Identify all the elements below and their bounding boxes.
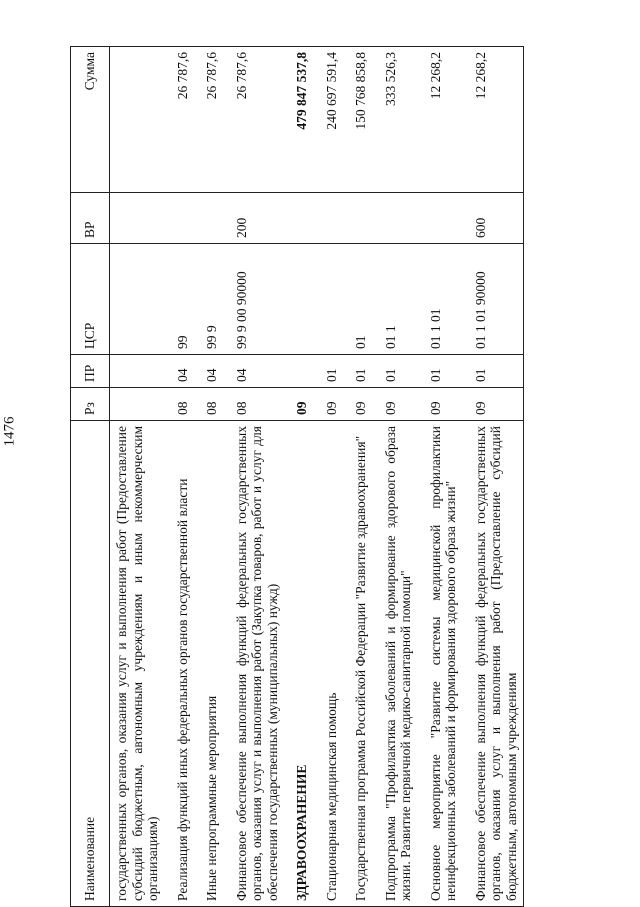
table-row <box>463 47 524 907</box>
cell-sum: 479 847 537,8 <box>284 47 314 193</box>
cell-rz: 09 <box>463 388 524 421</box>
cell-pr: 04 <box>194 355 224 388</box>
table-row <box>165 47 195 907</box>
cell-rz: 09 <box>284 388 314 421</box>
table-row <box>343 47 373 907</box>
cell-pr: 01 <box>463 355 524 388</box>
table-row <box>284 47 314 907</box>
cell-csr <box>314 244 344 355</box>
table-row <box>110 47 165 907</box>
cell-sum: 150 768 858,8 <box>343 47 373 193</box>
cell-name: Финансовое обеспечение выполнения функций федеральных государственных органов, оказания услуг и выполнения работ (Предоставление субсидий бюджетным, автономным учреждениям <box>463 421 524 907</box>
cell-csr: 99 <box>165 244 195 355</box>
header-name: Наименование <box>71 421 110 907</box>
cell-csr <box>284 244 314 355</box>
cell-pr: 04 <box>224 355 285 388</box>
cell-name: Основное мероприятие "Развитие системы медицинской профилактики неинфекционных заболеваний и формирования здорового образа жизни" <box>418 421 463 907</box>
cell-name: Государственная программа Российской Федерации "Развитие здравоохранения" <box>343 421 373 907</box>
cell-vr <box>110 193 165 244</box>
cell-vr <box>284 193 314 244</box>
cell-vr <box>418 193 463 244</box>
cell-csr: 99 9 <box>194 244 224 355</box>
cell-sum: 26 787,6 <box>224 47 285 193</box>
cell-vr <box>165 193 195 244</box>
table-row <box>224 47 285 907</box>
cell-rz: 09 <box>343 388 373 421</box>
cell-vr <box>194 193 224 244</box>
cell-vr: 600 <box>463 193 524 244</box>
header-vr: ВР <box>71 193 110 244</box>
cell-pr: 01 <box>418 355 463 388</box>
cell-pr: 01 <box>343 355 373 388</box>
cell-pr: 01 <box>314 355 344 388</box>
cell-csr: 01 <box>343 244 373 355</box>
cell-name: государственных органов, оказания услуг и выполнения работ (Предоставление субсидий бюджетным, автономным учреждениям и иным некоммерческим организациям) <box>110 421 165 907</box>
cell-sum: 12 268,2 <box>463 47 524 193</box>
cell-sum: 26 787,6 <box>194 47 224 193</box>
cell-vr <box>343 193 373 244</box>
table-header-row <box>71 47 110 907</box>
cell-pr <box>284 355 314 388</box>
cell-vr <box>373 193 418 244</box>
table-row <box>314 47 344 907</box>
table-body <box>110 47 524 907</box>
cell-csr: 01 1 01 <box>418 244 463 355</box>
cell-csr: 01 1 01 90000 <box>463 244 524 355</box>
cell-csr: 01 1 <box>373 244 418 355</box>
header-rz: Рз <box>71 388 110 421</box>
cell-rz: 09 <box>314 388 344 421</box>
header-pr: ПР <box>71 355 110 388</box>
cell-rz: 09 <box>418 388 463 421</box>
table-row <box>194 47 224 907</box>
budget-table <box>70 46 524 907</box>
cell-vr: 200 <box>224 193 285 244</box>
table-row <box>418 47 463 907</box>
cell-name: Финансовое обеспечение выполнения функций федеральных государственных органов, оказания услуг и выполнения работ (Закупка товаров, работ и услуг для обеспечения государственных (муниципальных) нужд) <box>224 421 285 907</box>
rotated-table-wrapper <box>70 52 600 907</box>
cell-name: ЗДРАВООХРАНЕНИЕ <box>284 421 314 907</box>
cell-pr <box>110 355 165 388</box>
header-sum: Сумма <box>71 47 110 193</box>
cell-name: Подпрограмма "Профилактика заболеваний и формирование здорового образа жизни. Развитие первичной медико-санитарной помощи" <box>373 421 418 907</box>
cell-name: Реализация функций иных федеральных органов государственной власти <box>165 421 195 907</box>
cell-csr: 99 9 00 90000 <box>224 244 285 355</box>
cell-rz: 08 <box>224 388 285 421</box>
cell-pr: 04 <box>165 355 195 388</box>
cell-sum <box>110 47 165 193</box>
header-csr: ЦСР <box>71 244 110 355</box>
cell-sum: 333 526,3 <box>373 47 418 193</box>
cell-sum: 12 268,2 <box>418 47 463 193</box>
cell-name: Стационарная медицинская помощь <box>314 421 344 907</box>
table-row <box>373 47 418 907</box>
cell-pr: 01 <box>373 355 418 388</box>
cell-name: Иные непрограммные мероприятия <box>194 421 224 907</box>
cell-sum: 26 787,6 <box>165 47 195 193</box>
cell-rz: 08 <box>194 388 224 421</box>
page-number: 1476 <box>1 416 18 447</box>
cell-rz: 08 <box>165 388 195 421</box>
cell-csr <box>110 244 165 355</box>
cell-vr <box>314 193 344 244</box>
cell-sum: 240 697 591,4 <box>314 47 344 193</box>
cell-rz: 09 <box>373 388 418 421</box>
cell-rz <box>110 388 165 421</box>
